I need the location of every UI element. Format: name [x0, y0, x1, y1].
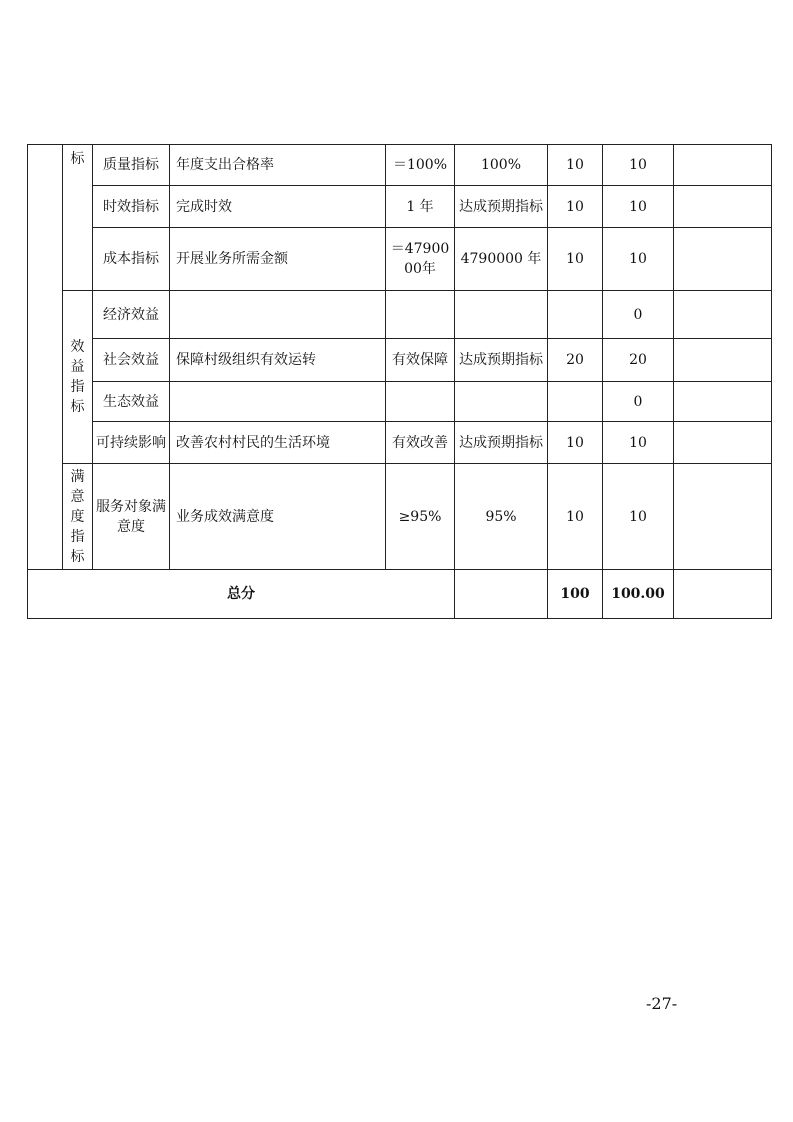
note-cell: [674, 228, 772, 291]
weight-cell: 10: [548, 422, 603, 464]
target-cell: ＝100%: [386, 145, 455, 186]
score-cell: 0: [603, 291, 674, 339]
indicator-cell: [170, 382, 386, 422]
weight-cell: 10: [548, 186, 603, 228]
weight-cell: 10: [548, 228, 603, 291]
target-cell: [386, 382, 455, 422]
weight-cell: 10: [548, 145, 603, 186]
target-cell: ≥95%: [386, 464, 455, 570]
score-cell: 10: [603, 422, 674, 464]
score-cell: 20: [603, 339, 674, 382]
indicator-cell: [170, 291, 386, 339]
actual-cell: 达成预期指标: [455, 339, 548, 382]
category-cell: 社会效益: [93, 339, 170, 382]
indicator-cell: 开展业务所需金额: [170, 228, 386, 291]
table-row: [28, 464, 772, 570]
group-benefit: 效益指标: [63, 291, 93, 464]
target-cell: 有效保障: [386, 339, 455, 382]
total-empty: [455, 570, 548, 619]
target-cell: 有效改善: [386, 422, 455, 464]
page-number: -27-: [646, 994, 678, 1013]
category-cell: 经济效益: [93, 291, 170, 339]
category-cell: 服务对象满意度: [93, 464, 170, 570]
score-cell: 0: [603, 382, 674, 422]
category-cell: 时效指标: [93, 186, 170, 228]
actual-cell: 95%: [455, 464, 548, 570]
performance-table: [27, 144, 772, 619]
score-cell: 10: [603, 145, 674, 186]
table-row: [28, 382, 772, 422]
score-cell: 10: [603, 228, 674, 291]
note-cell: [674, 382, 772, 422]
actual-cell: 达成预期指标: [455, 186, 548, 228]
table-row: [28, 422, 772, 464]
note-cell: [674, 145, 772, 186]
actual-cell: 达成预期指标: [455, 422, 548, 464]
note-cell: [674, 339, 772, 382]
note-cell: [674, 291, 772, 339]
note-cell: [674, 464, 772, 570]
target-cell: [386, 291, 455, 339]
total-label: 总分: [28, 570, 455, 619]
category-cell: 可持续影响: [93, 422, 170, 464]
weight-cell: 20: [548, 339, 603, 382]
category-cell: 成本指标: [93, 228, 170, 291]
weight-cell: [548, 291, 603, 339]
table-row: [28, 291, 772, 339]
actual-cell: [455, 382, 548, 422]
target-cell: 1 年: [386, 186, 455, 228]
category-cell: 生态效益: [93, 382, 170, 422]
note-cell: [674, 186, 772, 228]
indicator-cell: 保障村级组织有效运转: [170, 339, 386, 382]
table-row: [28, 339, 772, 382]
score-cell: 10: [603, 186, 674, 228]
indicator-cell: 业务成效满意度: [170, 464, 386, 570]
total-score: 100.00: [603, 570, 674, 619]
weight-cell: 10: [548, 464, 603, 570]
table-row: [28, 145, 772, 186]
score-cell: 10: [603, 464, 674, 570]
category-cell: 质量指标: [93, 145, 170, 186]
total-weight: 100: [548, 570, 603, 619]
level1-cell: [28, 145, 63, 570]
actual-cell: 100%: [455, 145, 548, 186]
total-row: [28, 570, 772, 619]
table-row: [28, 228, 772, 291]
target-cell: ＝4790000年: [386, 228, 455, 291]
group-output: 标: [63, 145, 93, 291]
actual-cell: [455, 291, 548, 339]
total-note: [674, 570, 772, 619]
weight-cell: [548, 382, 603, 422]
group-satisfaction: 满意度指标: [63, 464, 93, 570]
table-row: [28, 186, 772, 228]
indicator-cell: 完成时效: [170, 186, 386, 228]
actual-cell: 4790000 年: [455, 228, 548, 291]
indicator-cell: 年度支出合格率: [170, 145, 386, 186]
note-cell: [674, 422, 772, 464]
indicator-cell: 改善农村村民的生活环境: [170, 422, 386, 464]
